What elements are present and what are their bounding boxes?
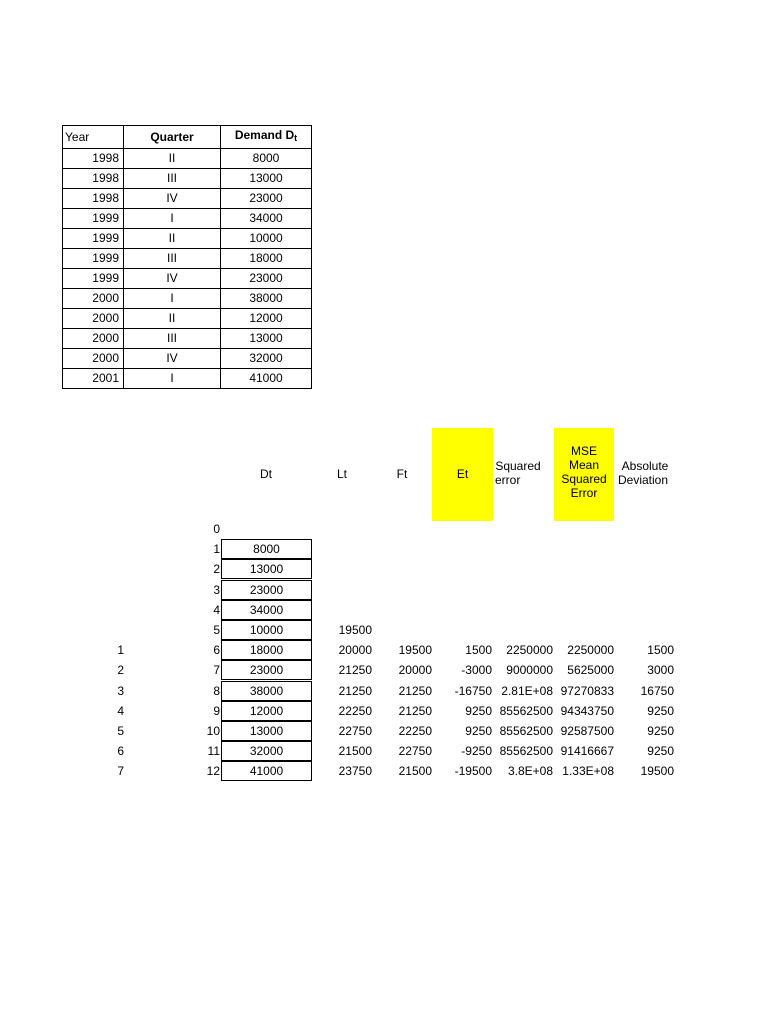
- cell-demand: 32000: [221, 349, 312, 369]
- cell-squared-error: [493, 620, 553, 640]
- cell-demand: 10000: [221, 229, 312, 249]
- header-ft: Ft: [396, 467, 408, 481]
- cell-error: -16750: [454, 683, 492, 698]
- cell-level: 20000: [338, 643, 372, 658]
- cell-index: [96, 519, 124, 539]
- table-row: [63, 169, 312, 189]
- cell-demand: 18000: [221, 640, 312, 660]
- cell-period: 11: [207, 744, 220, 759]
- cell-quarter: II: [124, 309, 221, 329]
- cell-absolute-deviation: [614, 559, 674, 579]
- header-year: Year: [63, 126, 124, 149]
- header-squared-error-line1: Squared: [495, 459, 541, 473]
- cell-year: 1999: [63, 209, 124, 229]
- cell-level: [314, 539, 372, 559]
- cell-index: 6: [117, 744, 124, 759]
- table-row: [63, 309, 312, 329]
- header-mse-line3: Squared: [561, 472, 607, 486]
- cell-squared-error: 9000000: [506, 663, 553, 678]
- cell-forecast: [372, 519, 432, 539]
- cell-demand: 13000: [221, 169, 312, 189]
- cell-squared-error: [493, 519, 553, 539]
- cell-level: 19500: [338, 623, 372, 637]
- cell-absolute-deviation: 9250: [647, 744, 674, 759]
- table-row: [63, 249, 312, 269]
- cell-demand: 23000: [221, 269, 312, 289]
- cell-year: 2000: [63, 329, 124, 349]
- header-absolute-deviation-line1: Absolute: [621, 459, 669, 473]
- cell-mse: [553, 620, 614, 640]
- cell-index: 4: [117, 703, 124, 718]
- cell-period: 2: [213, 562, 220, 577]
- header-squared-error: [493, 459, 543, 487]
- cell-demand: 38000: [221, 681, 312, 701]
- cell-absolute-deviation: [614, 620, 674, 640]
- cell-year: 1998: [63, 169, 124, 189]
- cell-quarter: I: [124, 369, 221, 389]
- cell-squared-error: 2.81E+08: [501, 683, 553, 698]
- cell-period: 6: [213, 643, 220, 658]
- cell-year: 1999: [63, 229, 124, 249]
- cell-level: 21250: [338, 683, 372, 698]
- cell-forecast: [372, 580, 432, 600]
- cell-year: 2000: [63, 349, 124, 369]
- cell-forecast: 20000: [398, 663, 432, 678]
- cell-error: 9250: [465, 703, 492, 718]
- cell-level: 21500: [338, 744, 372, 759]
- cell-demand: 23000: [221, 580, 312, 600]
- cell-mse: [553, 519, 614, 539]
- cell-absolute-deviation: 9250: [647, 703, 674, 718]
- cell-mse: [553, 539, 614, 559]
- cell-quarter: IV: [124, 349, 221, 369]
- cell-error: [432, 600, 492, 620]
- cell-index: 1: [117, 643, 124, 658]
- table-row: [63, 189, 312, 209]
- table-row: [63, 209, 312, 229]
- cell-period: 4: [213, 602, 220, 617]
- table-row: [63, 369, 312, 389]
- cell-forecast: 21250: [398, 683, 432, 698]
- cell-level: [314, 519, 372, 539]
- cell-forecast: [372, 620, 432, 640]
- cell-error: -3000: [461, 663, 492, 678]
- cell-period: 9: [213, 703, 220, 718]
- cell-absolute-deviation: 1500: [647, 643, 674, 658]
- cell-period: 5: [213, 623, 220, 637]
- cell-forecast: 22250: [398, 724, 432, 738]
- cell-forecast: [372, 559, 432, 579]
- table-row: [63, 149, 312, 169]
- header-demand-subscript: t: [294, 133, 298, 143]
- cell-mse: [553, 580, 614, 600]
- cell-absolute-deviation: [614, 519, 674, 539]
- cell-demand: 32000: [221, 741, 312, 761]
- cell-quarter: II: [124, 149, 221, 169]
- cell-year: 1999: [63, 249, 124, 269]
- header-demand-label: Demand D: [234, 128, 295, 142]
- cell-forecast: 22750: [398, 744, 432, 759]
- demand-table-header: [63, 126, 312, 149]
- cell-quarter: III: [124, 249, 221, 269]
- cell-quarter: IV: [124, 269, 221, 289]
- demand-table: [62, 125, 312, 389]
- cell-index: [96, 559, 124, 579]
- cell-level: 22750: [338, 724, 372, 738]
- cell-forecast: 21250: [398, 703, 432, 718]
- cell-squared-error: [493, 580, 553, 600]
- cell-absolute-deviation: 16750: [640, 683, 674, 698]
- header-mse-line4: Error: [570, 486, 598, 500]
- cell-demand: 23000: [221, 660, 312, 680]
- cell-period: 1: [213, 542, 220, 557]
- cell-period: 10: [206, 724, 220, 738]
- cell-forecast: 21500: [398, 764, 432, 779]
- header-mse-line2: Mean: [568, 458, 600, 472]
- cell-absolute-deviation: [614, 539, 674, 559]
- cell-index: 3: [117, 683, 124, 698]
- cell-mse: 2250000: [567, 643, 614, 658]
- cell-squared-error: 2250000: [506, 643, 553, 658]
- cell-forecast: 19500: [398, 643, 432, 658]
- header-squared-error-line2: error: [495, 473, 521, 487]
- cell-demand: 41000: [221, 761, 312, 781]
- cell-mse: 94343750: [560, 703, 614, 718]
- cell-demand: 13000: [221, 329, 312, 349]
- header-mse-line1: MSE: [570, 444, 597, 458]
- header-absolute-deviation: [614, 459, 676, 487]
- cell-squared-error: [493, 559, 553, 579]
- cell-period: 3: [213, 582, 220, 597]
- cell-error: -9250: [461, 744, 492, 759]
- cell-quarter: II: [124, 229, 221, 249]
- table-row: [63, 329, 312, 349]
- cell-year: 1999: [63, 269, 124, 289]
- header-et: Et: [432, 428, 493, 521]
- cell-error: [432, 559, 492, 579]
- cell-period: 0: [213, 522, 220, 536]
- cell-error: [432, 620, 492, 640]
- cell-index: [96, 539, 124, 559]
- table-row: [63, 229, 312, 249]
- cell-squared-error: 85562500: [499, 703, 553, 718]
- header-absolute-deviation-line2: Deviation: [618, 473, 669, 487]
- cell-absolute-deviation: 9250: [647, 724, 674, 738]
- cell-error: [432, 539, 492, 559]
- cell-squared-error: [493, 600, 553, 620]
- cell-period: 12: [206, 764, 220, 779]
- cell-year: 1998: [63, 149, 124, 169]
- cell-forecast: [372, 600, 432, 620]
- cell-mse: 97270833: [560, 683, 614, 698]
- header-mse: [554, 428, 614, 521]
- cell-demand: 34000: [221, 209, 312, 229]
- cell-index: 5: [117, 724, 124, 738]
- table-row: [63, 349, 312, 369]
- cell-index: 2: [117, 663, 124, 678]
- cell-absolute-deviation: 19500: [640, 764, 674, 779]
- cell-squared-error: [493, 539, 553, 559]
- table-row: [63, 289, 312, 309]
- cell-quarter: I: [124, 289, 221, 309]
- cell-demand: 12000: [221, 309, 312, 329]
- cell-level: [314, 600, 372, 620]
- cell-period: 7: [213, 663, 220, 678]
- header-lt: Lt: [336, 467, 347, 481]
- cell-level: 21250: [338, 663, 372, 678]
- cell-quarter: III: [124, 169, 221, 189]
- cell-squared-error: 85562500: [499, 724, 553, 738]
- cell-squared-error: 85562500: [499, 744, 553, 759]
- cell-mse: [553, 559, 614, 579]
- cell-index: [96, 600, 124, 620]
- cell-mse: 1.33E+08: [562, 764, 614, 779]
- cell-year: 2000: [63, 289, 124, 309]
- cell-index: [96, 580, 124, 600]
- header-dt: Dt: [260, 467, 272, 481]
- cell-error: [432, 519, 492, 539]
- header-quarter: Quarter: [124, 126, 221, 149]
- cell-demand: 8000: [221, 149, 312, 169]
- cell-index: [96, 620, 124, 640]
- cell-level: [314, 580, 372, 600]
- cell-level: [314, 559, 372, 579]
- cell-demand: 10000: [221, 620, 312, 640]
- cell-quarter: IV: [124, 189, 221, 209]
- cell-demand: 13000: [221, 559, 312, 579]
- cell-demand: 34000: [221, 600, 312, 620]
- header-demand: [221, 126, 312, 149]
- cell-quarter: III: [124, 329, 221, 349]
- cell-quarter: I: [124, 209, 221, 229]
- cell-year: 2000: [63, 309, 124, 329]
- cell-year: 2001: [63, 369, 124, 389]
- cell-demand: 8000: [221, 539, 312, 559]
- cell-error: 1500: [465, 643, 492, 658]
- cell-demand: 13000: [221, 721, 312, 741]
- cell-absolute-deviation: [614, 580, 674, 600]
- cell-error: 9250: [465, 724, 492, 738]
- cell-mse: 91416667: [560, 744, 614, 759]
- cell-index: 7: [117, 764, 124, 779]
- table-row: [63, 269, 312, 289]
- cell-mse: 92587500: [560, 724, 614, 738]
- cell-level: 23750: [338, 764, 372, 779]
- cell-period: 8: [213, 683, 220, 698]
- cell-absolute-deviation: [614, 600, 674, 620]
- cell-squared-error: 3.8E+08: [507, 764, 553, 779]
- cell-error: -19500: [454, 764, 492, 779]
- cell-level: 22250: [338, 703, 372, 718]
- cell-demand: 18000: [221, 249, 312, 269]
- cell-demand: 12000: [221, 701, 312, 721]
- cell-year: 1998: [63, 189, 124, 209]
- cell-absolute-deviation: 3000: [647, 663, 674, 678]
- cell-demand: 38000: [221, 289, 312, 309]
- cell-demand: 41000: [221, 369, 312, 389]
- cell-mse: [553, 600, 614, 620]
- cell-error: [432, 580, 492, 600]
- cell-mse: 5625000: [567, 663, 614, 678]
- cell-forecast: [372, 539, 432, 559]
- cell-demand: 23000: [221, 189, 312, 209]
